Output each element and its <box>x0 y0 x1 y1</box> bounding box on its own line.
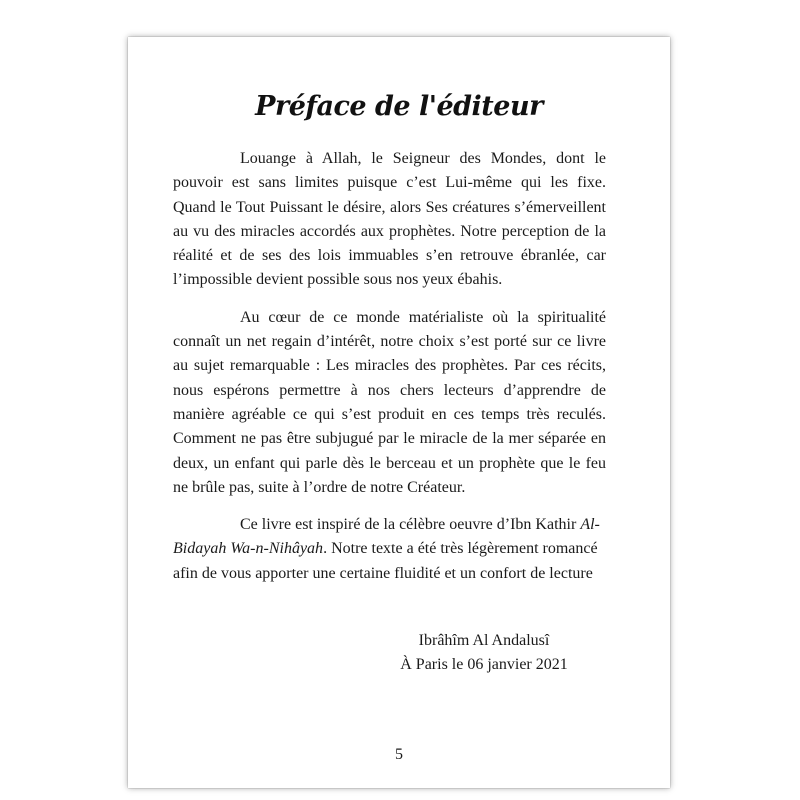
book-title-reference: Al-Bidayah Wa-n-Nihâyah <box>173 516 600 558</box>
page-title: Préface de l'éditeur <box>255 91 543 122</box>
paragraph-1: Louange à Allah, le Seigneur des Mondes, dont le pouvoir est sans limites puisque c’est Lui-même qui les fixe. Quand le Tout Puissant le désire, alors Ses créatures s’émerveillent au vu des miracles accordés aux prophètes. Notre perception de la réalité et de ses des lois immuables s’en retrouve ébranlée, car l’impossible devient possible sous nos yeux ébahis. <box>173 150 606 289</box>
book-page <box>128 37 670 788</box>
preface-body <box>173 147 606 599</box>
page-number: 5 <box>395 746 403 763</box>
signature-block <box>128 629 575 677</box>
signature-author: Ibrâhîm Al Andalusî <box>418 632 550 649</box>
paragraph-2: Au cœur de ce monde matérialiste où la spiritualité connaît un net regain d’intérêt, notre choix s’est porté sur ce livre au sujet remarquable : Les miracles des prophètes. Par ces récits, nous espérons permettre à nos chers lecteurs d’apprendre de manière agréable ce qui s’est produit en ces temps très reculés. Comment ne pas être subjugué par le miracle de la mer séparée en deux, un enfant qui parle dès le berceau et un prophète que le feu ne brûle pas, suite à l’ordre de notre Créateur. <box>173 308 606 496</box>
paragraph-3 <box>173 513 606 586</box>
paragraph-3-text: Ce livre est inspiré de la célèbre oeuvre d’Ibn Kathir <box>240 516 581 534</box>
signature-place-date: À Paris le 06 janvier 2021 <box>400 656 568 673</box>
paragraph-3-text-end: . Notre texte a été très légèrement romancé afin de vous apporter une certaine fluidité et un confort de lecture <box>173 540 598 582</box>
